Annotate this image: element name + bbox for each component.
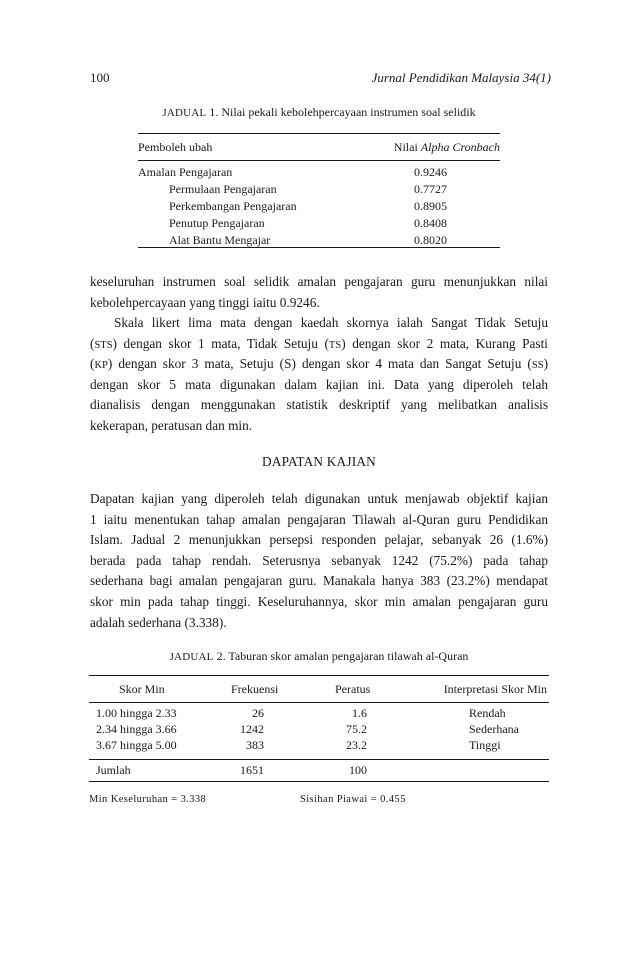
row-value: 0.8905	[414, 199, 447, 213]
text-line: skor min pada tahap tinggi. Keseluruhannya, skor min amalan pengajaran guru	[90, 593, 548, 609]
table2-caption-label: JADUAL	[169, 651, 214, 663]
cell-peratus: 75.2	[346, 722, 367, 736]
cell-interpretasi: Rendah	[469, 706, 506, 720]
table1-header-row	[138, 140, 500, 157]
table2-top-rule	[89, 675, 549, 676]
table1-col2-prefix: Nilai	[393, 140, 421, 154]
table2-header-peratus: Peratus	[335, 682, 371, 696]
text-line: dengan skor 5 mata digunakan dalam kajian ini. Data yang diperoleh telah	[90, 376, 548, 392]
table-row	[138, 182, 500, 199]
table2-total-rule	[89, 759, 549, 760]
paragraph-reliability	[90, 272, 548, 313]
table1-bottom-rule	[138, 247, 500, 248]
cell-peratus: 23.2	[346, 738, 367, 752]
section-heading: DAPATAN KAJIAN	[262, 454, 376, 469]
row-value: 0.8408	[414, 216, 447, 230]
abbr-sts: STS	[94, 339, 113, 351]
note-std-deviation: Sisihan Piawai = 0.455	[300, 794, 406, 805]
row-value: 0.8020	[414, 233, 447, 247]
text-line: sederhana bagi amalan pengajaran guru. Manakala hanya 383 (23.2%) mendapat	[90, 573, 548, 589]
total-frekuensi: 1651	[240, 763, 264, 777]
table-row	[138, 216, 500, 233]
text-line	[90, 354, 548, 375]
text-line: kebolehpercayaan yang tinggi iaitu 0.9246.	[90, 294, 320, 310]
text-line	[90, 334, 548, 355]
table1-col2-italic: Alpha Cronbach	[420, 140, 500, 154]
abbr-ts: TS	[328, 339, 342, 351]
text-line: Dapatan kajian yang diperoleh telah digunakan untuk menjawab objektif kajian	[90, 491, 548, 506]
row-label: Amalan Pengajaran	[138, 165, 233, 179]
paragraph-findings	[90, 489, 548, 633]
text-line: keseluruhan instrumen soal selidik amalan pengajaran guru menunjukkan nilai	[90, 274, 548, 289]
cell-interpretasi: Sederhana	[469, 722, 519, 736]
cell-frekuensi: 1242	[240, 722, 264, 736]
text-run: (	[90, 335, 95, 351]
table1-top-rule	[138, 133, 500, 134]
table-row	[138, 199, 500, 216]
table2-header-skor: Skor Min	[119, 682, 165, 696]
text-line: berada pada tahap rendah. Seterusnya sebanyak 1242 (75.2%) pada tahap	[90, 552, 548, 568]
cell-skor: 2.34 hingga 3.66	[96, 722, 177, 736]
table1-caption-text: 1. Nilai pekali kebolehpercayaan instrumen soal selidik	[206, 105, 476, 119]
table2-caption-text: 2. Taburan skor amalan pengajaran tilawah al-Quran	[213, 649, 469, 663]
reliability-table	[138, 133, 500, 248]
total-peratus: 100	[349, 763, 367, 777]
table2-header-rule	[89, 702, 549, 703]
row-label: Penutup Pengajaran	[169, 216, 265, 230]
table1-header-rule	[138, 160, 500, 161]
abbr-ss: SS	[531, 360, 544, 372]
text-line: adalah sederhana (3.338).	[90, 614, 227, 630]
cell-frekuensi: 383	[246, 738, 264, 752]
row-value: 0.9246	[414, 165, 447, 179]
row-label: Alat Bantu Mengajar	[169, 233, 271, 247]
row-value: 0.7727	[414, 182, 447, 196]
text-line: dianalisis dengan menggunakan statistik deskriptif yang melibatkan analisis	[90, 397, 548, 413]
total-label: Jumlah	[96, 763, 131, 777]
text-line: Islam. Jadual 2 menunjukkan persepsi responden pelajar, sebanyak 26 (1.6%)	[90, 532, 548, 548]
text-line: Skala likert lima mata dengan kaedah skornya ialah Sangat Tidak Setuju	[114, 315, 548, 330]
text-run: ) dengan skor 3 mata, Setuju (S) dengan skor 4 mata dan Sangat Setuju (	[107, 356, 532, 372]
text-run: (	[90, 356, 95, 372]
table1-caption	[0, 105, 638, 120]
text-run: )	[543, 356, 548, 372]
table-row	[138, 165, 500, 182]
table2-caption	[0, 649, 638, 664]
text-run: ) dengan skor 2 mata, Kurang Pasti	[341, 335, 548, 351]
cell-peratus: 1.6	[352, 706, 367, 720]
text-line: kekerapan, peratusan dan min.	[90, 417, 253, 433]
cell-frekuensi: 26	[252, 706, 264, 720]
cell-interpretasi: Tinggi	[469, 738, 501, 752]
paragraph-likert-scale	[90, 313, 548, 437]
cell-skor: 3.67 hingga 5.00	[96, 738, 177, 752]
row-label: Permulaan Pengajaran	[169, 182, 277, 196]
table2-header-interpretasi: Interpretasi Skor Min	[443, 682, 547, 696]
journal-title: Jurnal Pendidikan Malaysia 34(1)	[371, 70, 551, 85]
table1-col1-header: Pemboleh ubah	[138, 140, 213, 154]
text-line: 1 iaitu menentukan tahap amalan pengajaran Tilawah al-Quran guru Pendidikan	[90, 511, 548, 527]
table2-bottom-rule	[89, 781, 549, 782]
cell-skor: 1.00 hingga 2.33	[96, 706, 177, 720]
score-distribution-table	[89, 675, 549, 785]
table2-header-frekuensi: Frekuensi	[231, 682, 279, 696]
table1-caption-label: JADUAL	[162, 107, 207, 119]
page-number: 100	[90, 70, 110, 85]
note-overall-mean: Min Keseluruhan = 3.338	[89, 794, 207, 805]
abbr-kp: KP	[94, 360, 108, 372]
text-run: ) dengan skor 1 mata, Tidak Setuju (	[112, 335, 329, 351]
table1-col2-header	[394, 140, 500, 155]
row-label: Perkembangan Pengajaran	[169, 199, 297, 213]
